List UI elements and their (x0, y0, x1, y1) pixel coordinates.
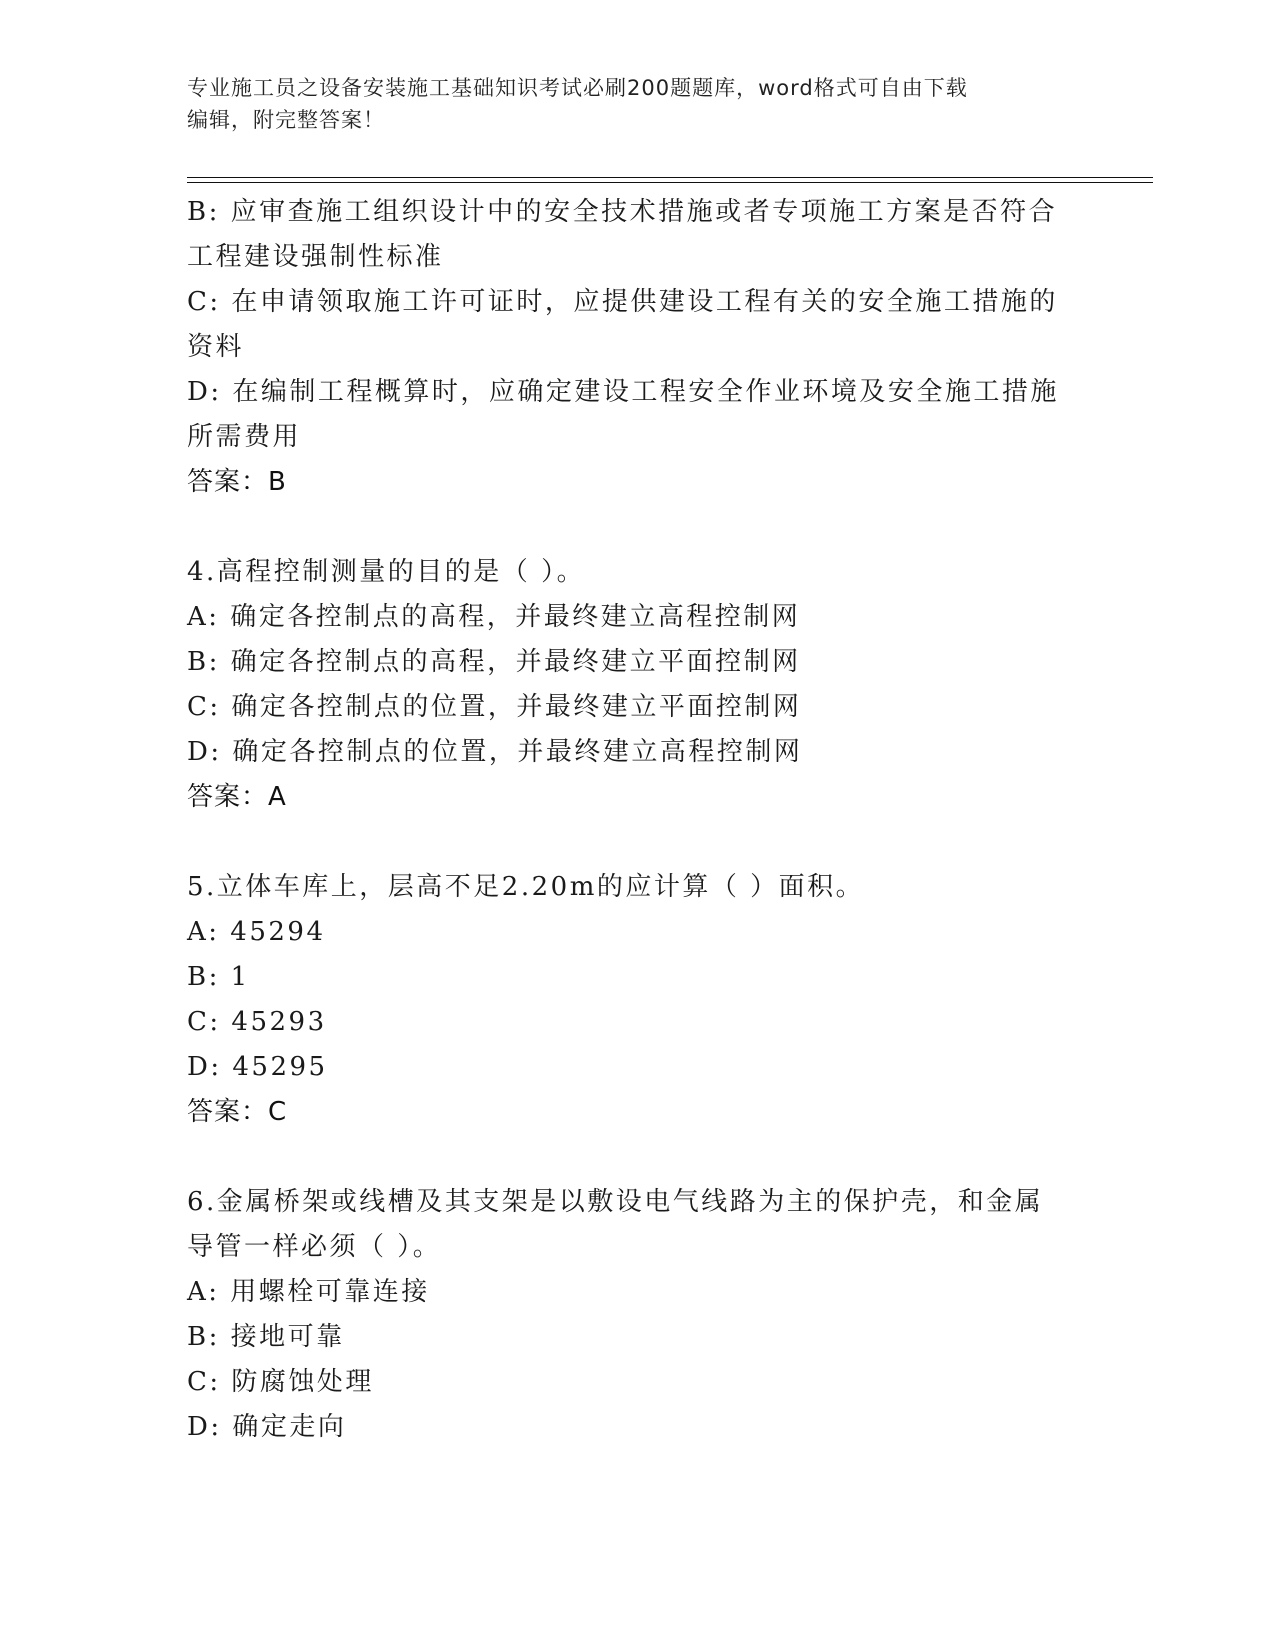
q6-option-a: A: 用螺栓可靠连接 (187, 1277, 430, 1307)
question-3 (187, 190, 1087, 505)
q3-option-d-line-2: 所需费用 (187, 422, 302, 452)
question-spacer (187, 505, 1087, 550)
q6-stem-line-1: 6.金属桥架或线槽及其支架是以敷设电气线路为主的保护壳，和金属 (187, 1187, 1044, 1217)
q3-option-c-line-1: C: 在申请领取施工许可证时，应提供建设工程有关的安全施工措施的 (187, 287, 1058, 317)
q3-option-d-line-1: D: 在编制工程概算时，应确定建设工程安全作业环境及安全施工措施 (187, 377, 1059, 407)
q4-option-b: B: 确定各控制点的高程，并最终建立平面控制网 (187, 647, 801, 677)
question-spacer (187, 820, 1087, 865)
question-6 (187, 1180, 1087, 1450)
q4-stem: 4.高程控制测量的目的是（ ）。 (187, 557, 586, 587)
q5-answer: 答案：C (187, 1097, 288, 1127)
q3-option-b-line-1: B: 应审查施工组织设计中的安全技术措施或者专项施工方案是否符合 (187, 197, 1058, 227)
q4-option-a: A: 确定各控制点的高程，并最终建立高程控制网 (187, 602, 801, 632)
question-4 (187, 550, 1087, 820)
question-spacer (187, 1135, 1087, 1180)
q5-option-a: A: 45294 (187, 917, 326, 947)
q4-option-c: C: 确定各控制点的位置，并最终建立平面控制网 (187, 692, 802, 722)
q6-option-b: B: 接地可靠 (187, 1322, 345, 1352)
header-title-line-2: 编辑，附完整答案！ (187, 108, 385, 132)
q5-option-c: C: 45293 (187, 1007, 327, 1037)
q4-option-d: D: 确定各控制点的位置，并最终建立高程控制网 (187, 737, 803, 767)
q3-option-c-line-2: 资料 (187, 332, 245, 362)
q3-answer: 答案：B (187, 467, 287, 497)
q5-stem: 5.立体车库上，层高不足2.20m的应计算（ ）面积。 (187, 872, 865, 902)
document-header (187, 72, 1067, 136)
header-title-line-1: 专业施工员之设备安装施工基础知识考试必刷200题题库，word格式可自由下载 (187, 76, 968, 100)
question-list (187, 190, 1087, 1450)
q6-stem-line-2: 导管一样必须（ ）。 (187, 1232, 442, 1262)
q6-option-c: C: 防腐蚀处理 (187, 1367, 374, 1397)
q4-answer: 答案：A (187, 782, 287, 812)
header-divider-top (187, 177, 1153, 178)
q5-option-b: B: 1 (187, 962, 250, 992)
q5-option-d: D: 45295 (187, 1052, 328, 1082)
q6-option-d: D: 确定走向 (187, 1412, 347, 1442)
header-divider-bottom (187, 182, 1153, 183)
q3-option-b-line-2: 工程建设强制性标准 (187, 242, 444, 272)
question-5 (187, 865, 1087, 1135)
